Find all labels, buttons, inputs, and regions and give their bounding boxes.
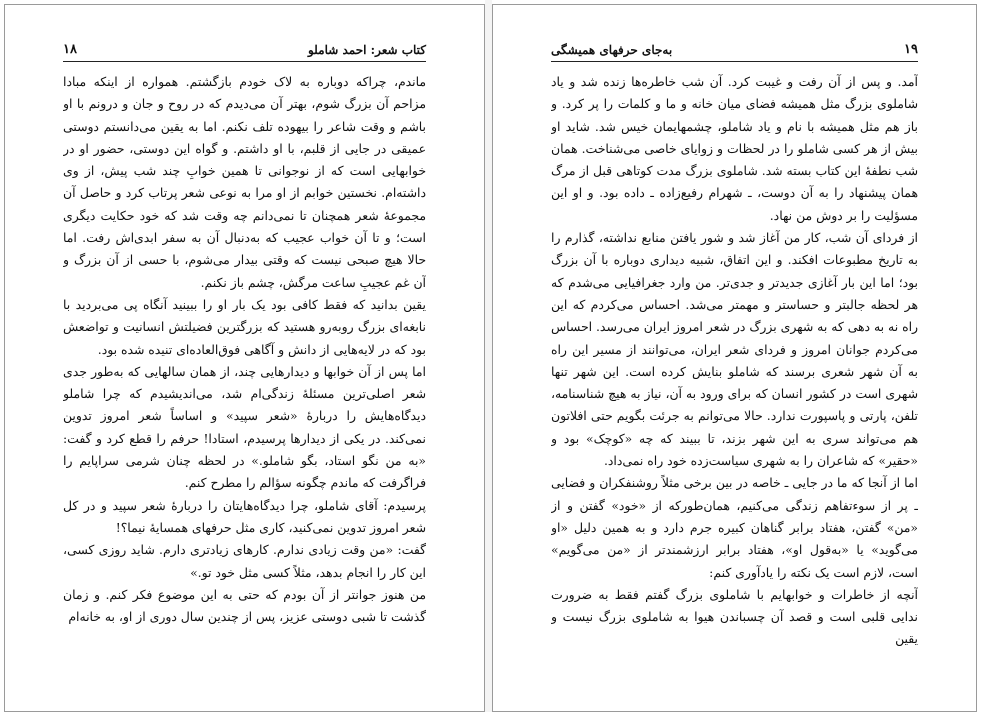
paragraph: گفت: «من وقت زیادی ندارم. کارهای زیادتری دارم. شاید روزی کسی، این کار را انجام بدهد، مثلاً کسی مثل خود تو.» [63, 542, 426, 580]
paragraph: اما از آنجا که ما در جایی ـ خاصه در بین برخی مثلاً روشنفکران و فضایی ـ پر از سوءتفاهم زندگی می‌کنیم، همان‌طورکه از «خود» گفتن و از «من» گفتن، هفتاد برابر گناهان کبیره جرم دارد و به همین دلیل «او می‌گوید» یا «به‌قول او»، هفتاد برابر ارزشمندتر از «من می‌گویم» است، لازم است یک نکته را یادآوری کنم: [551, 475, 918, 580]
left-page-header [63, 41, 426, 62]
left-page-body [63, 71, 426, 697]
paragraph: من هنوز جوانتر از آن بودم که حتی به این موضوع فکر کنم. و زمان گذشت تا شبی دوستی عزیز، پس از چندین سال دوری از او، به خانه‌ام [63, 586, 426, 625]
left-page-number: ۱۸ [63, 42, 77, 57]
right-page-number: ۱۹ [904, 42, 918, 57]
paragraph: از فردای آن شب، کار من آغاز شد و شور یافتن منابع نداشته، گذارم را به تاریخ مطبوعات افکند. و این اتفاق، شبیه دیداری دوباره با آن بزرگ بود؛ اما این بار آغازی جدیدتر و جدی‌تر. من وارد جغرافیایی می‌شدم که هر لحظه جالبتر و حساستر و مهمتر می‌شد. احساس می‌کردم که این راه نه به دهی که به شهری بزرگ در شعر امروز ایران می‌رسد. احساس می‌کردم جوانان امروز و فردای شعر ایران، می‌توانند از مسیر این راه به آن شهر شعری برسند که شاملو بنایش کرده است. این شهر تنها شهری است در کشور انسان که برای ورود به آن، نیاز به هیچ شناسنامه، تلفن، پارتی و پاسپورت ندارد. حالا می‌توانم به جرئت بگویم حتی افلاتون هم می‌تواند سری به این شهر بزند، تا ببیند که چه «کوچک» بود و «حقیر» که شاعران را به شهری سیاست‌زده خود راه نمی‌داد. [551, 230, 918, 469]
right-page [492, 4, 977, 712]
paragraph: پرسیدم: آقای شاملو، چرا دیدگاه‌هایتان را دربارهٔ شعر سپید و در کل شعر امروز تدوین نمی‌کنید، کاری مثل حرفهای همسایهٔ نیما؟! [63, 497, 426, 535]
page-gutter [485, 0, 492, 712]
right-page-header [551, 41, 918, 62]
paragraph: اما پس از آن خوابها و دیدارهایی چند، از همان سالهایی که به‌طور جدی شعر اصلی‌ترین مسئلهٔ زندگی‌ام شد، می‌اندیشیدم که چرا شاملو دیدگاه‌هایش را دربارهٔ «شعر سپید» و اساساً شعر امروز تدوین نمی‌کند. در یکی از دیدارها پرسیدم، استادا! حرفم را قطع کرد و گفت: «به من نگو استاد، بگو شاملو.» در لحظه چنان شرمی سراپایم را فراگرفت که ماندم چگونه سؤالم را مطرح کنم. [63, 363, 426, 491]
right-running-title: به‌جای حرفهای همیشگی [551, 43, 673, 57]
paragraph: ماندم، چراکه دوباره به لاک خودم بازگشتم. همواره از اینکه مبادا مزاحم آن بزرگ شوم، بهتر آن می‌دیدم که در روح و جان و درونم با او باشم و وقت شاعر را بیهوده تلف نکنم. اما به یقین می‌دانستم دوستی عمیقی در جایی از قلبم، با او داشتم. و گواه این دوستی، حضور او در خوابهایی است که از نوجوانی تا همین خوابِ چند شب پیش، از وی داشته‌ام. نخستین خوابم از او مرا به نوعی شعر پرتاب کرد و حاصل آن مجموعهٔ شعر همچنان تا نمی‌دانم چه وقت شد که خود حکایت دیگری است؛ و تا آن خواب عجیب که به‌دنبال آن به سفر ابدی‌اش رفت. اما حالا هیچ صبحی نیست که وقتی بیدار می‌شوم، با حسی از آن بزرگ و آن غم عجیبِ ساعت مرگش، چشم باز نکنم. [63, 74, 426, 290]
left-page [4, 4, 485, 712]
paragraph: آمد. و پس از آن رفت و غیبت کرد. آن شب خاطره‌ها زنده شد و یاد شاملوی بزرگ مثل همیشه فضای میان خانه و ما و کلمات را پر کرد. و باز هم مثل همیشه با نام و یاد شاملو، چشمهایمان خیس شد. شاید او بیش از هر کسی شاملو را در لحظات و زوایای خاصی می‌شناخت. همان شب نطفهٔ این کتاب بسته شد. شاملوی بزرگ مدت کوتاهی قبل از مرگ همان پیشنهاد را به آن دوست، ـ شهرام رفیع‌زاده ـ داده بود. و او این مسؤلیت را بر دوش من نهاد. [551, 74, 918, 223]
paragraph: یقین بدانید که فقط کافی بود یک بار او را ببینید آنگاه پی می‌بردید با نابغه‌ای بزرگ روبه‌رو هستید که بزرگترین فضیلتش انسانیت و تواضعش بود که در لایه‌هایی از دانش و آگاهی فوق‌العاده‌ای تنیده شده بود. [63, 296, 426, 357]
paragraph: آنچه از خاطرات و خوابهایم با شاملوی بزرگ گفتم فقط به ضرورت ندایی قلبی است و قصد آن چسباندن هیوا به شاملوی بزرگ نیست و یقین [551, 586, 918, 647]
right-page-body [551, 71, 918, 697]
left-running-title: کتاب شعر: احمد شاملو [307, 43, 426, 57]
